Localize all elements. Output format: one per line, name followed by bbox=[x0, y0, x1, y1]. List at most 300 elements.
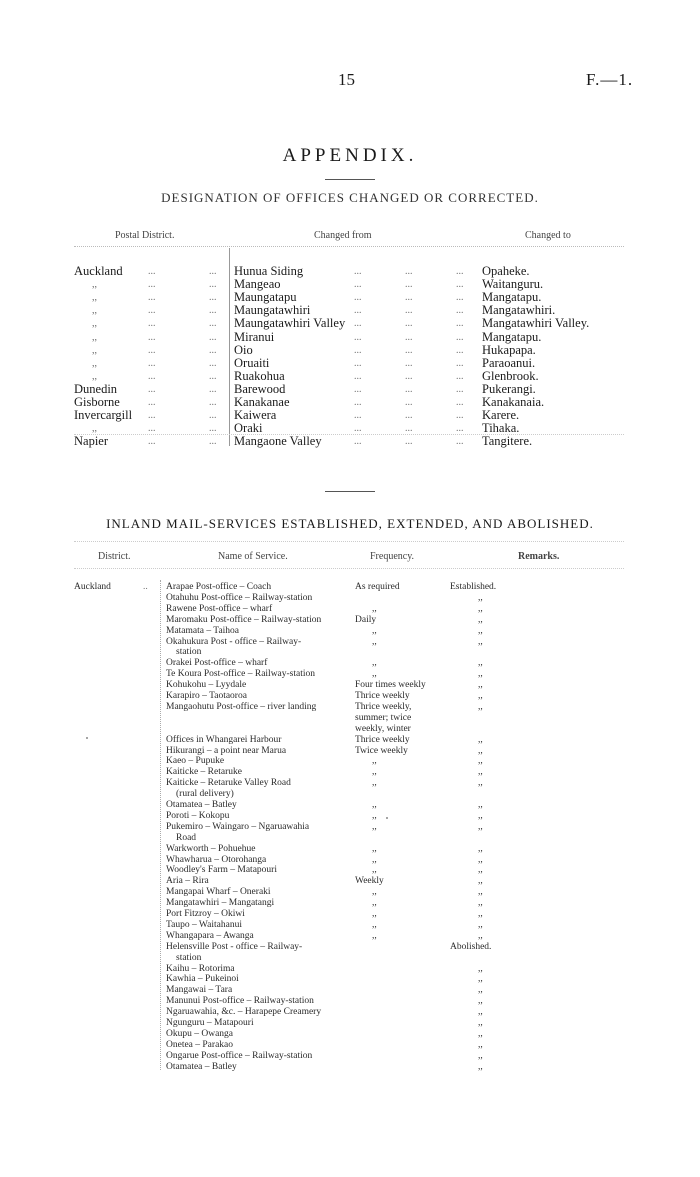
service-cell: Kaihu – Rotorima bbox=[166, 963, 235, 974]
leader-dots: ... bbox=[456, 410, 464, 422]
remarks-cell: ,, bbox=[478, 810, 483, 821]
leader-dots: ... bbox=[354, 397, 362, 408]
leader-dots: ... bbox=[456, 331, 464, 343]
mail-heading-rule bbox=[74, 541, 624, 542]
leader-dots: ... bbox=[148, 292, 156, 304]
service-cell: Te Koura Post-office – Railway-station bbox=[166, 669, 316, 680]
changed-to-cell: Glenbrook. bbox=[482, 368, 539, 383]
remarks-cell: ,, bbox=[478, 745, 483, 756]
frequency-cell: ,, bbox=[372, 669, 377, 680]
changed-from-cell: Barewood bbox=[234, 381, 286, 396]
table-row bbox=[0, 593, 700, 604]
leader-dots: ... bbox=[354, 318, 362, 330]
leader-dots: ... bbox=[456, 423, 464, 435]
leader-dots: ... bbox=[354, 266, 362, 277]
leader-dots: ... bbox=[456, 383, 464, 395]
table-row bbox=[0, 898, 700, 909]
leader-dots: ... bbox=[148, 436, 156, 448]
leader-dots: ... bbox=[209, 370, 217, 382]
district-cell: Auckland bbox=[74, 582, 111, 592]
leader-dots: ... bbox=[209, 292, 217, 304]
remarks-cell: ,, bbox=[478, 625, 483, 636]
remarks-cell: ,, bbox=[478, 974, 483, 985]
leader-dots: ... bbox=[148, 423, 156, 435]
remarks-cell: ,, bbox=[478, 887, 483, 898]
remarks-cell: ,, bbox=[478, 701, 483, 712]
changed-from-cell: Oio bbox=[234, 342, 253, 357]
remarks-cell: ,, bbox=[478, 876, 483, 887]
remarks-cell: ,, bbox=[478, 1050, 483, 1061]
table-row bbox=[0, 920, 700, 931]
table-row bbox=[0, 344, 700, 357]
service-cell: Whangapara – Awanga bbox=[166, 930, 254, 941]
table-row bbox=[0, 626, 700, 637]
service-cell: Kaiticke – Retaruke bbox=[166, 767, 242, 778]
service-cell: Ngunguru – Matapouri bbox=[166, 1018, 254, 1028]
remarks-cell: ,, bbox=[478, 909, 483, 919]
table-row bbox=[0, 1040, 700, 1051]
table-row bbox=[0, 615, 700, 626]
service-cell: Aria – Rira bbox=[166, 876, 209, 887]
table-row bbox=[0, 1018, 700, 1029]
leader-dots: ... bbox=[148, 331, 156, 343]
leader-dots: ... bbox=[354, 370, 362, 382]
remarks-cell: ,, bbox=[478, 756, 483, 767]
service-cell: Ngaruawahia, &c. – Harapepe Creamery bbox=[166, 1007, 322, 1018]
table-row bbox=[0, 680, 700, 691]
service-cell: Maromaku Post-office – Railway-station bbox=[166, 614, 322, 625]
frequency-cell: ,, bbox=[372, 854, 377, 865]
service-cell: Arapae Post-office – Coach bbox=[166, 582, 272, 592]
changed-from-cell: Oruaiti bbox=[234, 355, 270, 370]
table-row bbox=[0, 800, 700, 811]
table-row bbox=[0, 974, 700, 985]
leader-dots: ... bbox=[354, 331, 362, 343]
page-title: APPENDIX. bbox=[282, 145, 418, 166]
leader-dots: ... bbox=[209, 344, 217, 356]
frequency-cell: summer; twice bbox=[355, 712, 412, 723]
changed-from-cell: Maungatawhiri bbox=[234, 303, 311, 318]
table-row bbox=[0, 724, 700, 735]
table-row bbox=[0, 691, 700, 702]
postal-district-cell: Dunedin bbox=[74, 381, 118, 396]
leader-dots: ... bbox=[456, 279, 464, 291]
leader-dots: ... bbox=[456, 318, 464, 330]
leader-dots: ... bbox=[209, 331, 217, 343]
changed-to-cell: Opaheke. bbox=[482, 264, 530, 278]
mail-heading: INLAND MAIL-SERVICES ESTABLISHED, EXTENDED, AND ABOLISHED. bbox=[106, 516, 594, 531]
frequency-cell: ,, bbox=[372, 658, 377, 669]
table-row bbox=[0, 582, 700, 593]
service-cell: Kawhia – Pukeinoi bbox=[166, 974, 239, 985]
postal-district-cell: Auckland bbox=[74, 264, 123, 278]
col-remarks: Remarks. bbox=[518, 551, 560, 562]
leader-dots: ... bbox=[354, 357, 362, 369]
table-row bbox=[0, 383, 700, 396]
leader-dots: ... bbox=[354, 305, 362, 317]
leader-dots: ... bbox=[209, 305, 217, 317]
table-row bbox=[0, 409, 700, 422]
remarks-cell: ,, bbox=[478, 1018, 483, 1028]
section-rule bbox=[325, 491, 375, 492]
remarks-cell: ,, bbox=[478, 1028, 483, 1039]
leader-dots: ... bbox=[354, 410, 362, 422]
changed-from-cell: Kanakanae bbox=[234, 395, 290, 409]
service-cell: Matamata – Taihoa bbox=[166, 625, 240, 636]
leader-dots: ... bbox=[456, 357, 464, 369]
service-cell: Pukemiro – Waingaro – Ngaruawahia bbox=[166, 821, 310, 832]
remarks-cell: ,, bbox=[478, 680, 483, 691]
table-row bbox=[0, 865, 700, 876]
table-row bbox=[0, 756, 700, 767]
service-cell: Whawharua – Otorohanga bbox=[166, 854, 267, 865]
leader-dots: ... bbox=[456, 305, 464, 317]
col-district: District. bbox=[98, 551, 131, 562]
leader-dots: ... bbox=[456, 370, 464, 382]
leader-dots: ... bbox=[405, 410, 413, 422]
header-rule-1 bbox=[74, 246, 624, 247]
frequency-cell: Twice weekly bbox=[355, 745, 408, 756]
frequency-cell: ,, bbox=[372, 800, 377, 810]
header-rule-2 bbox=[74, 568, 624, 569]
table-row bbox=[0, 735, 700, 746]
remarks-cell: ,, bbox=[478, 658, 483, 669]
remarks-cell: ,, bbox=[478, 843, 483, 854]
service-cell: Kohukohu – Lyydale bbox=[166, 680, 247, 691]
remarks-cell: ,, bbox=[478, 985, 483, 996]
table-row bbox=[0, 713, 700, 724]
table-end-rule bbox=[74, 434, 624, 435]
remarks-cell: ,, bbox=[478, 636, 483, 647]
frequency-cell: ,, bbox=[372, 909, 377, 919]
page-speck bbox=[86, 737, 88, 739]
service-cell: Karapiro – Taotaoroa bbox=[166, 691, 247, 701]
leader-dots: ... bbox=[209, 279, 217, 291]
service-cell: Port Fitzroy – Okiwi bbox=[166, 909, 245, 919]
service-cell: Woodley's Farm – Matapouri bbox=[166, 865, 277, 876]
remarks-cell: ,, bbox=[478, 1061, 483, 1072]
table-row bbox=[0, 291, 700, 304]
changed-from-cell: Maungatapu bbox=[234, 290, 297, 305]
service-cell: Onetea – Parakao bbox=[166, 1039, 233, 1050]
leader-dots: ... bbox=[209, 318, 217, 330]
changed-to-cell: Kanakanaia. bbox=[482, 395, 545, 409]
page-speck bbox=[386, 817, 388, 819]
service-cell: (rural delivery) bbox=[176, 789, 234, 800]
table-row bbox=[0, 396, 700, 409]
postal-district-cell: ,, bbox=[92, 292, 97, 304]
title-rule bbox=[325, 179, 375, 180]
frequency-cell: ,, bbox=[372, 821, 377, 832]
remarks-cell: ,, bbox=[478, 930, 483, 941]
service-cell: Helensville Post - office – Railway- bbox=[166, 941, 303, 952]
service-cell: Kaeo – Pupuke bbox=[166, 756, 225, 767]
table-row bbox=[0, 331, 700, 344]
remarks-cell: ,, bbox=[478, 691, 483, 701]
remarks-cell: ,, bbox=[478, 592, 483, 603]
leader-dots: ... bbox=[148, 305, 156, 317]
changed-to-cell: Mangatapu. bbox=[482, 290, 542, 305]
page-code: F.—1. bbox=[586, 70, 634, 89]
remarks-cell: ,, bbox=[478, 734, 483, 745]
leader-dots: ... bbox=[405, 370, 413, 382]
leader-dots: ... bbox=[354, 436, 362, 448]
frequency-cell: ,, bbox=[372, 756, 377, 767]
frequency-cell: weekly, winter bbox=[355, 723, 411, 734]
remarks-cell: ,, bbox=[478, 669, 483, 680]
changed-from-cell: Maungatawhiri Valley bbox=[234, 316, 346, 331]
table-row bbox=[0, 265, 700, 278]
postal-district-cell: Napier bbox=[74, 434, 109, 449]
frequency-cell: ,, bbox=[372, 767, 377, 778]
service-cell: Mangatawhiri – Mangatangi bbox=[166, 898, 275, 909]
leader-dots: ... bbox=[354, 279, 362, 291]
frequency-cell: Thrice weekly bbox=[355, 691, 410, 701]
leader-dots: ... bbox=[456, 344, 464, 356]
service-cell: Otahuhu Post-office – Railway-station bbox=[166, 592, 313, 603]
remarks-cell: ,, bbox=[478, 614, 483, 625]
service-cell: Mangawai – Tara bbox=[166, 985, 233, 996]
leader-dots: ... bbox=[209, 357, 217, 369]
service-cell: Manunui Post-office – Railway-station bbox=[166, 996, 314, 1007]
remarks-cell: ,, bbox=[478, 603, 483, 614]
leader-dots: ... bbox=[405, 357, 413, 369]
table-row bbox=[0, 357, 700, 370]
table-row bbox=[0, 304, 700, 317]
leader-dots: ... bbox=[209, 410, 217, 422]
table-row bbox=[0, 822, 700, 833]
service-cell: Rawene Post-office – wharf bbox=[166, 603, 273, 614]
changed-to-cell: Hukapapa. bbox=[482, 342, 536, 357]
leader-dots: ... bbox=[209, 383, 217, 395]
postal-district-cell: Invercargill bbox=[74, 408, 133, 423]
table-row bbox=[0, 811, 700, 822]
leader-dots: ... bbox=[148, 370, 156, 382]
frequency-cell: ,, bbox=[372, 810, 377, 821]
changed-to-cell: Pukerangi. bbox=[482, 381, 536, 396]
leader-dots: ... bbox=[148, 397, 156, 408]
remarks-cell: ,, bbox=[478, 963, 483, 974]
postal-district-cell: ,, bbox=[92, 370, 97, 382]
frequency-cell: Four times weekly bbox=[355, 680, 426, 691]
leader-dots: ... bbox=[405, 266, 413, 277]
frequency-cell: ,, bbox=[372, 636, 377, 647]
remarks-cell: ,, bbox=[478, 778, 483, 789]
table-row bbox=[0, 985, 700, 996]
col-frequency: Frequency. bbox=[370, 551, 415, 562]
table-row bbox=[0, 876, 700, 887]
frequency-cell: ,, bbox=[372, 865, 377, 876]
leader-dots: ... bbox=[405, 383, 413, 395]
table-row bbox=[0, 647, 700, 658]
remarks-cell: ,, bbox=[478, 1007, 483, 1018]
leader-dots: ... bbox=[209, 423, 217, 435]
leader-dots: ... bbox=[148, 357, 156, 369]
changed-from-cell: Mangeao bbox=[234, 277, 281, 292]
table-row bbox=[0, 887, 700, 898]
table-row bbox=[0, 1007, 700, 1018]
leader-dots: ... bbox=[405, 436, 413, 448]
table-row bbox=[0, 1051, 700, 1062]
leader-dots: ... bbox=[148, 410, 156, 422]
leader-dots: ... bbox=[405, 318, 413, 330]
service-cell: Otamatea – Batley bbox=[166, 1061, 237, 1072]
frequency-cell: ,, bbox=[372, 843, 377, 854]
leader-dots: ... bbox=[405, 344, 413, 356]
leader-dots: ... bbox=[148, 383, 156, 395]
page-number: 15 bbox=[338, 70, 355, 89]
table-row bbox=[0, 317, 700, 330]
remarks-cell: ,, bbox=[478, 865, 483, 876]
postal-district-cell: ,, bbox=[92, 279, 97, 291]
postal-district-cell: ,, bbox=[92, 344, 97, 356]
service-cell: station bbox=[176, 647, 202, 658]
frequency-cell: As required bbox=[355, 582, 400, 592]
leader-dots: ... bbox=[148, 266, 156, 277]
remarks-cell: ,, bbox=[478, 767, 483, 778]
leader-dots: ... bbox=[456, 292, 464, 304]
table-row bbox=[0, 942, 700, 953]
changed-from-cell: Hunua Siding bbox=[234, 264, 304, 278]
frequency-cell: ,, bbox=[372, 930, 377, 941]
service-cell: Taupo – Waitahanui bbox=[166, 919, 242, 930]
service-cell: Otamatea – Batley bbox=[166, 800, 237, 810]
table-row bbox=[0, 658, 700, 669]
leader-dots: ... bbox=[148, 318, 156, 330]
postal-district-cell: ,, bbox=[92, 357, 97, 369]
remarks-cell: Established. bbox=[450, 582, 497, 592]
leader-dots: ... bbox=[405, 279, 413, 291]
leader-dots: ... bbox=[354, 423, 362, 435]
frequency-cell: ,, bbox=[372, 887, 377, 898]
table-row bbox=[0, 435, 700, 448]
changed-to-cell: Karere. bbox=[482, 408, 520, 423]
table-row bbox=[0, 1062, 700, 1073]
changed-from-cell: Mangaone Valley bbox=[234, 434, 322, 449]
changed-to-cell: Paraoanui. bbox=[482, 355, 536, 370]
leader-dots: ... bbox=[209, 266, 217, 277]
table-row bbox=[0, 996, 700, 1007]
table-row bbox=[0, 746, 700, 757]
remarks-cell: ,, bbox=[478, 854, 483, 865]
changed-from-cell: Ruakohua bbox=[234, 368, 285, 383]
table-row bbox=[0, 278, 700, 291]
col-changed-to: Changed to bbox=[525, 230, 571, 241]
leader-dots: ... bbox=[354, 383, 362, 395]
service-cell: Orakei Post-office – wharf bbox=[166, 658, 268, 669]
frequency-cell: ,, bbox=[372, 898, 377, 909]
service-cell: Offices in Whangarei Harbour bbox=[166, 734, 282, 745]
changed-to-cell: Mangatawhiri Valley. bbox=[482, 316, 590, 331]
changed-to-cell: Mangatapu. bbox=[482, 329, 542, 344]
table-row bbox=[0, 702, 700, 713]
postal-district-cell: ,, bbox=[92, 305, 97, 317]
changed-to-cell: Waitanguru. bbox=[482, 277, 544, 292]
service-cell: Road bbox=[176, 832, 197, 843]
frequency-cell: Thrice weekly bbox=[355, 734, 410, 745]
table-row bbox=[0, 931, 700, 942]
table-row bbox=[0, 669, 700, 680]
frequency-cell: Daily bbox=[355, 614, 377, 625]
table-row bbox=[0, 789, 700, 800]
table-row bbox=[0, 964, 700, 975]
frequency-cell: ,, bbox=[372, 778, 377, 789]
service-cell: Okahukura Post - office – Railway- bbox=[166, 636, 302, 647]
leader-dots: ... bbox=[405, 305, 413, 317]
changed-to-cell: Tangitere. bbox=[482, 434, 533, 449]
frequency-cell: ,, bbox=[372, 603, 377, 614]
service-cell: Hikurangi – a point near Marua bbox=[166, 745, 287, 756]
changed-from-cell: Oraki bbox=[234, 421, 263, 436]
designation-heading: DESIGNATION OF OFFICES CHANGED OR CORRECTED. bbox=[161, 190, 539, 205]
frequency-cell: Thrice weekly, bbox=[355, 701, 412, 712]
service-cell: Mangapai Wharf – Oneraki bbox=[166, 887, 271, 898]
changed-from-cell: Miranui bbox=[234, 329, 275, 344]
leader-dots: ... bbox=[405, 397, 413, 408]
leader-dots: ... bbox=[456, 266, 464, 277]
frequency-cell: Weekly bbox=[355, 876, 384, 887]
leader-dots: ... bbox=[456, 436, 464, 448]
remarks-cell: ,, bbox=[478, 1039, 483, 1050]
postal-district-cell: ,, bbox=[92, 331, 97, 343]
leader-dots: ... bbox=[456, 397, 464, 408]
table-row bbox=[0, 833, 700, 844]
table-row bbox=[0, 855, 700, 866]
postal-district-cell: ,, bbox=[92, 318, 97, 330]
table-row bbox=[0, 767, 700, 778]
frequency-cell: ,, bbox=[372, 625, 377, 636]
service-cell: Warkworth – Pohuehue bbox=[166, 843, 256, 854]
table-row bbox=[0, 778, 700, 789]
postal-district-cell: ,, bbox=[92, 423, 97, 435]
remarks-cell: ,, bbox=[478, 919, 483, 930]
leader-dots: ... bbox=[354, 292, 362, 304]
remarks-cell: ,, bbox=[478, 996, 483, 1007]
leader-dots: ... bbox=[354, 344, 362, 356]
leader-dots: ... bbox=[405, 292, 413, 304]
col-changed-from: Changed from bbox=[314, 230, 372, 241]
table-row bbox=[0, 637, 700, 648]
service-cell: Ongarue Post-office – Railway-station bbox=[166, 1050, 313, 1061]
leader-dots: ... bbox=[209, 397, 217, 408]
changed-to-cell: Mangatawhiri. bbox=[482, 303, 556, 318]
remarks-cell: Abolished. bbox=[450, 941, 492, 952]
col-service: Name of Service. bbox=[218, 551, 288, 562]
postal-district-cell: Gisborne bbox=[74, 395, 120, 409]
leader-dots: ... bbox=[209, 436, 217, 448]
changed-to-cell: Tihaka. bbox=[482, 421, 520, 436]
table-row bbox=[0, 604, 700, 615]
remarks-cell: ,, bbox=[478, 898, 483, 909]
table-row bbox=[0, 370, 700, 383]
service-cell: Okupu – Owanga bbox=[166, 1028, 234, 1039]
table-row bbox=[0, 953, 700, 964]
remarks-cell: ,, bbox=[478, 800, 483, 810]
table-row bbox=[0, 909, 700, 920]
service-cell: Kaiticke – Retaruke Valley Road bbox=[166, 778, 291, 789]
service-cell: Poroti – Kokopu bbox=[166, 810, 230, 821]
col-postal-district: Postal District. bbox=[115, 230, 175, 241]
table-row bbox=[0, 1029, 700, 1040]
leader-dots: ... bbox=[148, 279, 156, 291]
leader-dots: ... bbox=[148, 344, 156, 356]
service-cell: station bbox=[176, 952, 202, 963]
table-row bbox=[0, 844, 700, 855]
leader-dots: ... bbox=[405, 331, 413, 343]
changed-from-cell: Kaiwera bbox=[234, 408, 277, 423]
service-cell: Mangaohutu Post-office – river landing bbox=[166, 701, 317, 712]
leader-dots: .. bbox=[143, 582, 148, 592]
